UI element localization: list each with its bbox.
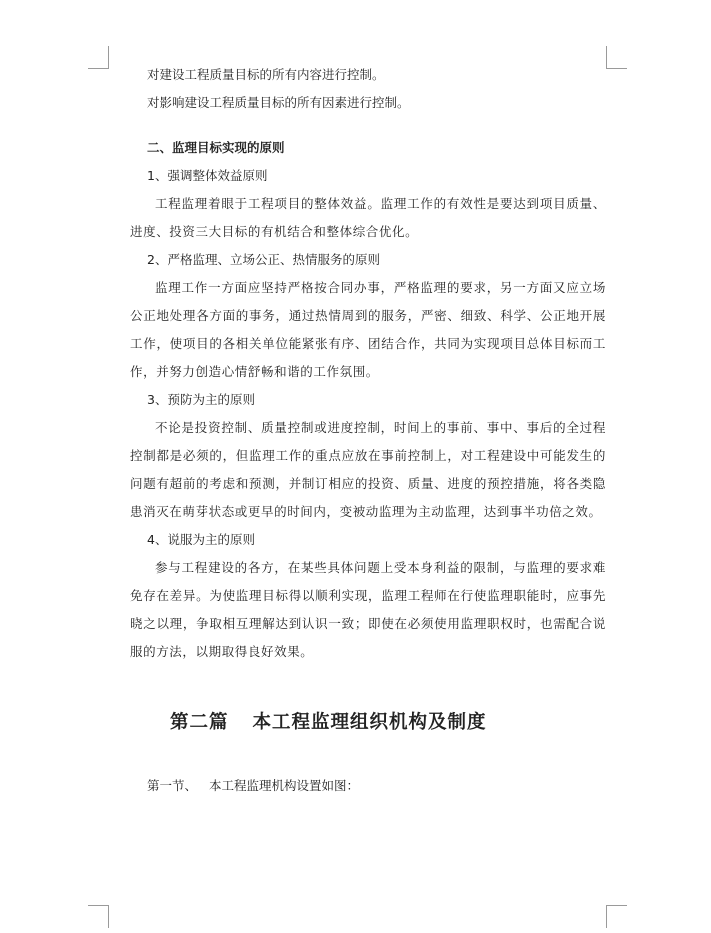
page-corner-mark-bottom-left [88,905,109,928]
principle-title-1: 1、强调整体效益原则 [147,168,268,183]
principle-paragraph-4: 参与工程建设的各方，在某些具体问题上受本身利益的限制，与监理的要求难免存在差异。为使监理目标得以顺利实现，监理工程师在行使监理职能时，应事先晓之以理，争取相互理解达到认识一致；即使在必须使用监理职权时，也需配合说服的方法，以期取得良好效果。 [130,560,606,659]
principle-title-2: 2、严格监理、立场公正、热情服务的原则 [147,252,380,267]
section-1-title: 本工程监理机构设置如图： [208,778,359,793]
section-heading: 二、监理目标实现的原则 [147,140,285,155]
principle-paragraph-1: 工程监理着眼于工程项目的整体效益。监理工作的有效性是要达到项目质量、进度、投资三大目标的有机结合和整体综合优化。 [130,196,606,239]
page-corner-mark-top-left [88,46,109,69]
document-page [130,61,606,800]
intro-line-1: 对建设工程质量目标的所有内容进行控制。 [147,67,385,82]
principle-title-4: 4、说服为主的原则 [147,532,255,547]
principle-title-3: 3、预防为主的原则 [147,392,255,407]
page-corner-mark-top-right [606,46,627,69]
principle-paragraph-2: 监理工作一方面应坚持严格按合同办事，严格监理的要求，另一方面又应立场公正地处理各方面的事务，通过热情周到的服务，严密、细致、科学、公正地开展工作，使项目的各相关单位能紧张有序、团结合作，共同为实现项目总体目标而工作，并努力创造心情舒畅和谐的工作氛围。 [130,280,606,379]
intro-line-2: 对影响建设工程质量目标的所有因素进行控制。 [147,95,410,110]
section-1-heading [130,772,606,800]
part-heading [130,708,606,738]
part-label: 第二篇 [170,712,229,733]
principle-paragraph-3: 不论是投资控制、质量控制或进度控制，时间上的事前、事中、事后的全过程控制都是必须的，但监理工作的重点应放在事前控制上，对工程建设中可能发生的问题有超前的考虑和预测，并制订相应的投资、质量、进度的预控措施，将各类隐患消灭在萌芽状态或更早的时间内，变被动监理为主动监理，达到事半功倍之效。 [130,420,606,519]
page-corner-mark-bottom-right [606,905,627,928]
part-title: 本工程监理组织机构及制度 [252,712,487,733]
section-1-label: 第一节、 [147,778,198,793]
